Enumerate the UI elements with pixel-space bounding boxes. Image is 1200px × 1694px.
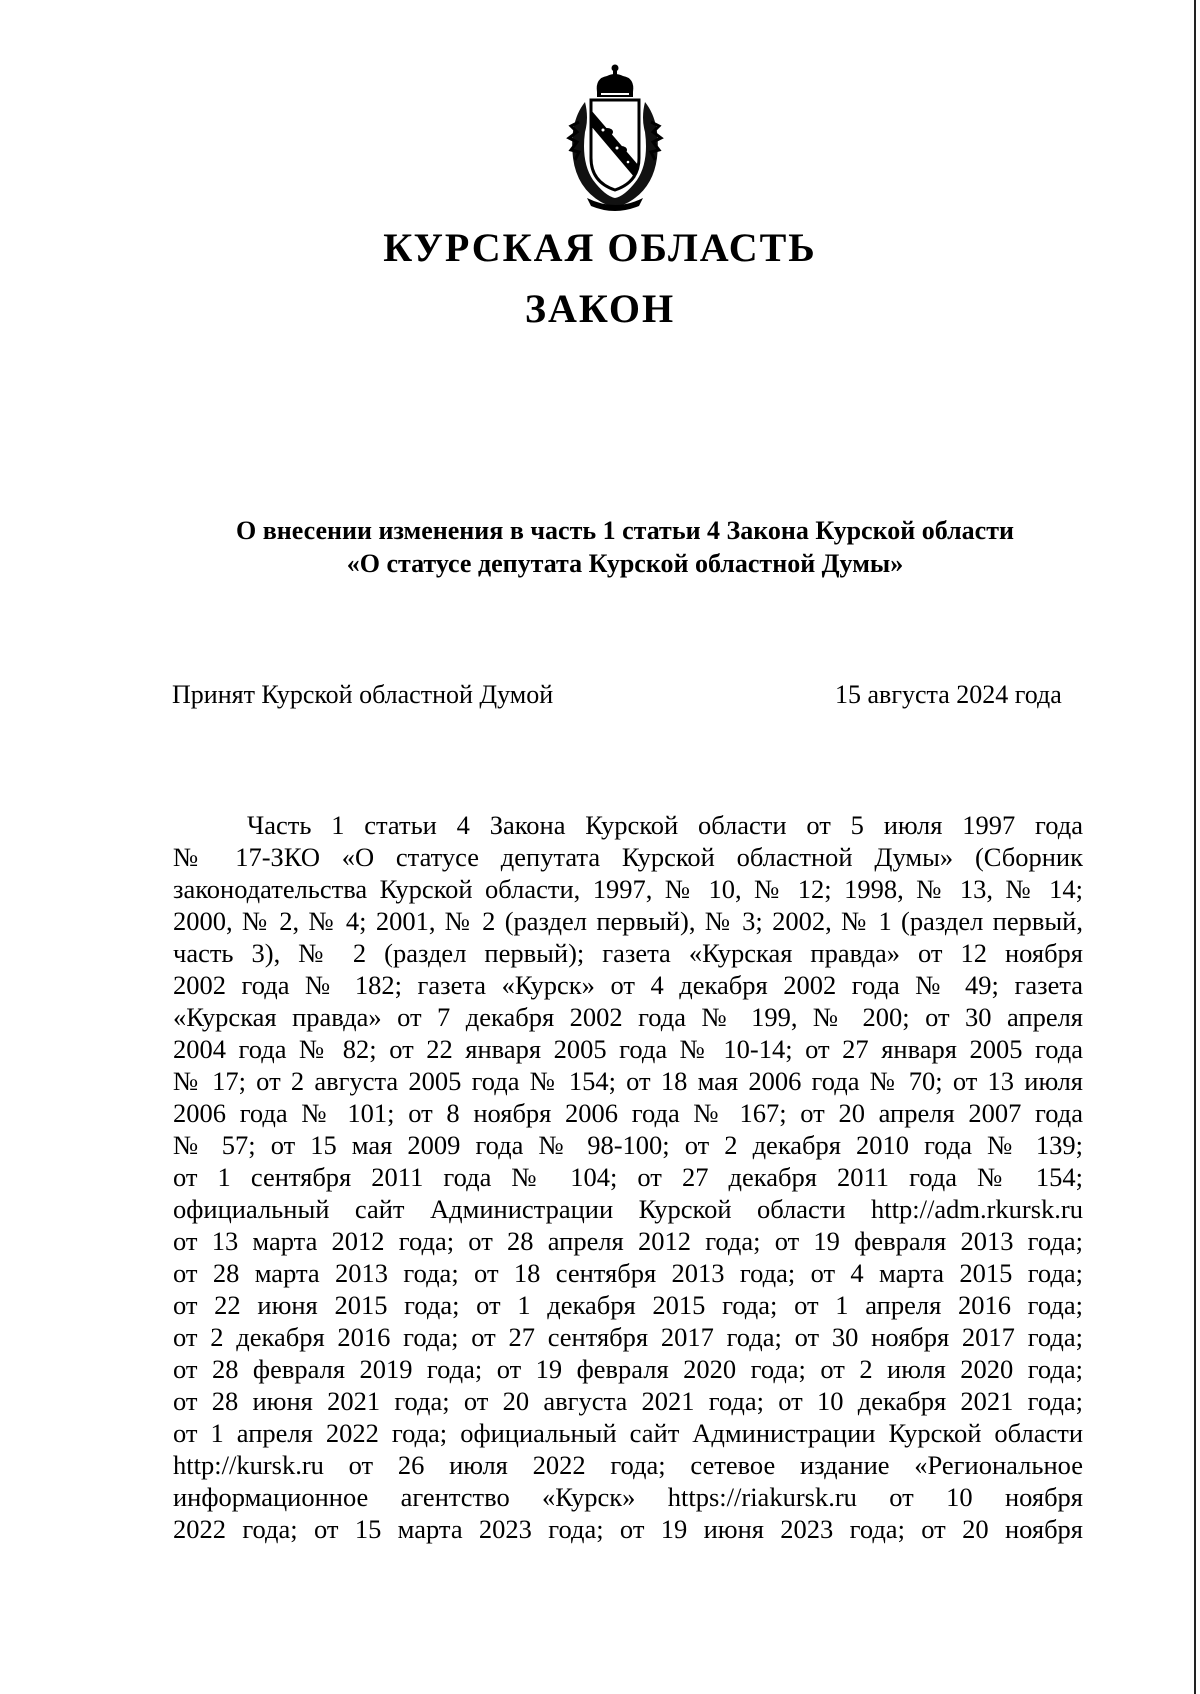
body-paragraph xyxy=(173,809,1083,1545)
body-line: от 28 февраля 2019 года; от 19 февраля 2020 года; от 2 июля 2020 года; xyxy=(173,1354,1083,1384)
adopted-by-text: Принят Курской областной Думой xyxy=(172,680,554,709)
body-line: от 2 декабря 2016 года; от 27 сентября 2017 года; от 30 ноября 2017 года; xyxy=(173,1322,1083,1352)
body-line: от 28 июня 2021 года; от 20 августа 2021 года; от 10 декабря 2021 года; xyxy=(173,1386,1083,1416)
adoption-date: 15 августа 2024 года xyxy=(835,680,1062,709)
body-line: 2004 года № 82; от 22 января 2005 года № 10-14; от 27 января 2005 года xyxy=(173,1034,1083,1064)
body-line: № 57; от 15 мая 2009 года № 98-100; от 2 декабря 2010 года № 139; xyxy=(173,1130,1083,1160)
body-line: http://kursk.ru от 26 июля 2022 года; сетевое издание «Региональное xyxy=(173,1450,1083,1480)
body-line: 2006 года № 101; от 8 ноября 2006 года № 167; от 20 апреля 2007 года xyxy=(173,1098,1083,1128)
body-line: № 17-ЗКО «О статусе депутата Курской областной Думы» (Сборник xyxy=(173,842,1083,872)
law-title-line: «О статусе депутата Курской областной Думы» xyxy=(346,549,904,578)
body-line: 2000, № 2, № 4; 2001, № 2 (раздел первый), № 3; 2002, № 1 (раздел первый, xyxy=(173,906,1083,936)
document-type-heading: ЗАКОН xyxy=(524,286,676,331)
body-line: от 28 марта 2013 года; от 18 сентября 2013 года; от 4 марта 2015 года; xyxy=(173,1258,1083,1288)
body-line: информационное агентство «Курск» https://riakursk.ru от 10 ноября xyxy=(173,1482,1083,1512)
crown-icon xyxy=(597,65,634,98)
law-title-line: О внесении изменения в часть 1 статьи 4 Закона Курской области xyxy=(236,516,1014,545)
body-line: 2002 года № 182; газета «Курск» от 4 декабря 2002 года № 49; газета xyxy=(173,970,1083,1000)
body-line: 2022 года; от 15 марта 2023 года; от 19 июня 2023 года; от 20 ноября xyxy=(173,1514,1083,1544)
body-line: законодательства Курской области, 1997, № 10, № 12; 1998, № 13, № 14; xyxy=(173,874,1083,904)
body-line: «Курская правда» от 7 декабря 2002 года № 199, № 200; от 30 апреля xyxy=(173,1002,1083,1032)
body-line: Часть 1 статьи 4 Закона Курской области от 5 июля 1997 года xyxy=(247,810,1083,840)
body-line: № 17; от 2 августа 2005 года № 154; от 18 мая 2006 года № 70; от 13 июля xyxy=(173,1066,1083,1096)
body-line: от 13 марта 2012 года; от 28 апреля 2012 года; от 19 февраля 2013 года; xyxy=(173,1226,1083,1256)
body-line: официальный сайт Администрации Курской области http://adm.rkursk.ru xyxy=(173,1194,1083,1224)
coat-of-arms-icon xyxy=(557,62,673,212)
body-line: часть 3), № 2 (раздел первый); газета «Курская правда» от 12 ноября xyxy=(173,938,1083,968)
region-heading: КУРСКАЯ ОБЛАСТЬ xyxy=(383,225,817,270)
body-line: от 1 сентября 2011 года № 104; от 27 декабря 2011 года № 154; xyxy=(173,1162,1083,1192)
body-line: от 1 апреля 2022 года; официальный сайт Администрации Курской области xyxy=(173,1418,1083,1448)
law-title xyxy=(0,514,1200,580)
body-line: от 22 июня 2015 года; от 1 декабря 2015 года; от 1 апреля 2016 года; xyxy=(173,1290,1083,1320)
